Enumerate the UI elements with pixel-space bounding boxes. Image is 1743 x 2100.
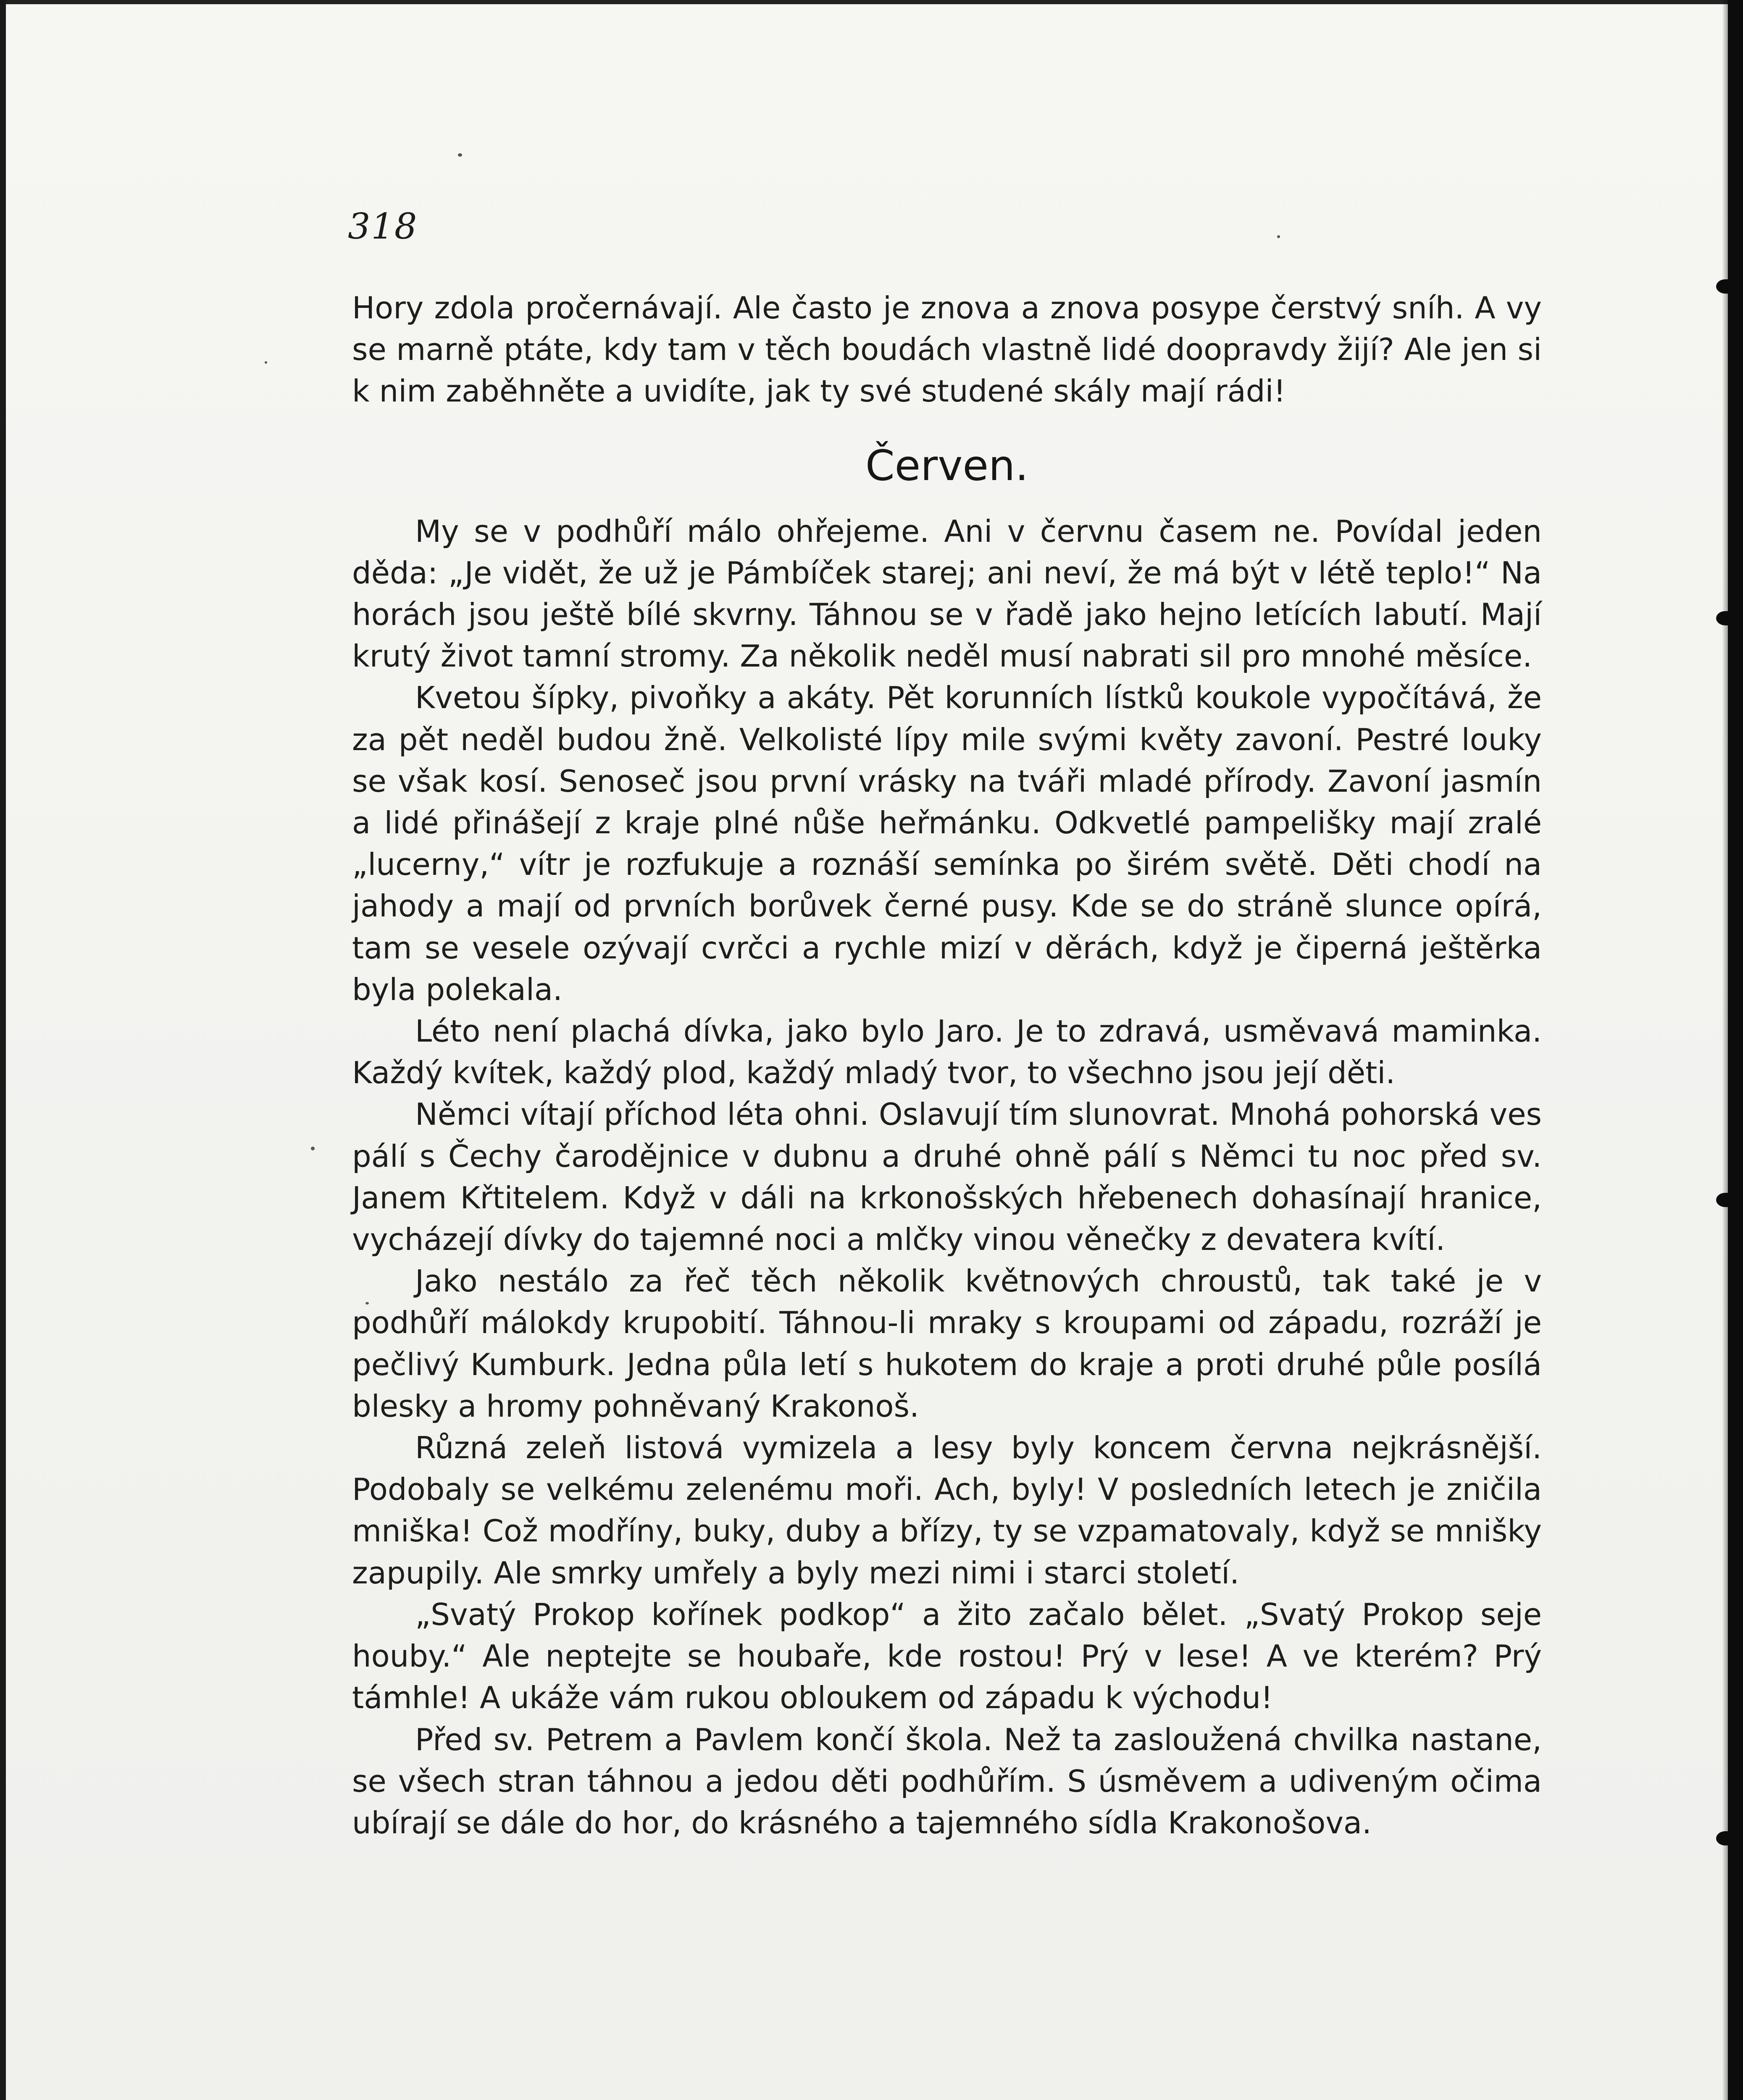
binding-mark [1716,1193,1735,1207]
section-heading: Červen. [865,441,1029,490]
dust-speck [458,153,462,157]
body-paragraph: Léto není plachá dívka, jako bylo Jaro. Je to zdravá, usměvavá maminka. Každý kvítek, každý plod, každý mladý tvor, to všechno jsou její děti. [352,1013,1542,1091]
binding-mark [1716,279,1735,294]
binding-mark [1716,611,1735,625]
scan-border-left [0,0,6,2100]
scan-border-top [0,0,1743,4]
body-paragraph: My se v podhůří málo ohřejeme. Ani v červnu časem ne. Povídal jeden děda: „Je vidět, že už je Pámbíček starej; ani neví, že má být v létě teplo!“ Na horách jsou ještě bílé skvrny. Táhnou se v řadě jako hejno letících labutí. Mají krutý život tamní stromy. Za několik neděl musí nabrati sil pro mnohé měsíce. [352,513,1542,674]
binding-mark [1716,1831,1735,1845]
article-body [352,287,1542,1844]
body-paragraph: Před sv. Petrem a Pavlem končí škola. Než ta zasloužená chvilka nastane, se všech stran táhnou a jedou děti podhůřím. S úsměvem a udiveným očima ubírají se dále do hor, do krásného a tajemného sídla Krakonošova. [352,1722,1542,1840]
dust-speck [265,361,267,364]
dust-speck [1277,235,1280,238]
scan-border-right [1728,0,1743,2100]
body-paragraph: Němci vítají příchod léta ohni. Oslavují tím slunovrat. Mnohá pohorská ves pálí s Čechy čarodějnice v dubnu a druhé ohně pálí s Němci tu noc před sv. Janem Křtitelem. Když v dáli na krkonošských hřebenech dohasínají hranice, vycházejí dívky do tajemné noci a mlčky vinou věnečky z devatera kvítí. [352,1097,1542,1257]
dust-speck [311,1147,315,1150]
page-number: 318 [348,206,418,247]
body-paragraph: Jako nestálo za řeč těch několik květnových chroustů, tak také je v podhůří málokdy krupobití. Táhnou-li mraky s kroupami od západu, rozráží je pečlivý Kumburk. Jedna půla letí s hukotem do kraje a proti druhé půle posílá blesky a hromy pohněvaný Krakonoš. [352,1263,1542,1424]
body-paragraph: Různá zeleň listová vymizela a lesy byly koncem června nejkrásnější. Podobaly se velkému zelenému moři. Ach, byly! V posledních letech je zničila mniška! Což modříny, buky, duby a břízy, ty se vzpamatovaly, když se mnišky zapupily. Ale smrky umřely a byly mezi nimi i starci století. [352,1430,1542,1591]
scan-shadow-right [1722,0,1728,2100]
body-paragraph: Kvetou šípky, pivoňky a akáty. Pět korunních lístků koukole vypočítává, že za pět neděl budou žně. Velkolisté lípy mile svými květy zavoní. Pestré louky se však kosí. Senoseč jsou první vrásky na tváři mladé přírody. Zavoní jasmín a lidé přinášejí z kraje plné nůše heřmánku. Odkvetlé pampelišky mají zralé „lucerny,“ vítr je rozfukuje a roznáší semínka po širém světě. Děti chodí na jahody a mají od prvních borůvek černé pusy. Kde se do stráně slunce opírá, tam se vesele ozývají cvrčci a rychle mizí v děrách, když je čiperná ještěrka byla polekala. [352,680,1542,1007]
body-paragraph: „Svatý Prokop kořínek podkop“ a žito začalo bělet. „Svatý Prokop seje houby.“ Ale neptejte se houbaře, kde rostou! Prý v lese! A ve kterém? Prý támhle! A ukáže vám rukou obloukem od západu k východu! [352,1596,1542,1716]
intro-paragraph: Hory zdola pročernávají. Ale často je znova a znova posype čerstvý sníh. A vy se marně ptáte, kdy tam v těch boudách vlastně lidé doopravdy žijí? Ale jen si k nim zaběhněte a uvidíte, jak ty své studené skály mají rádi! [352,290,1542,409]
